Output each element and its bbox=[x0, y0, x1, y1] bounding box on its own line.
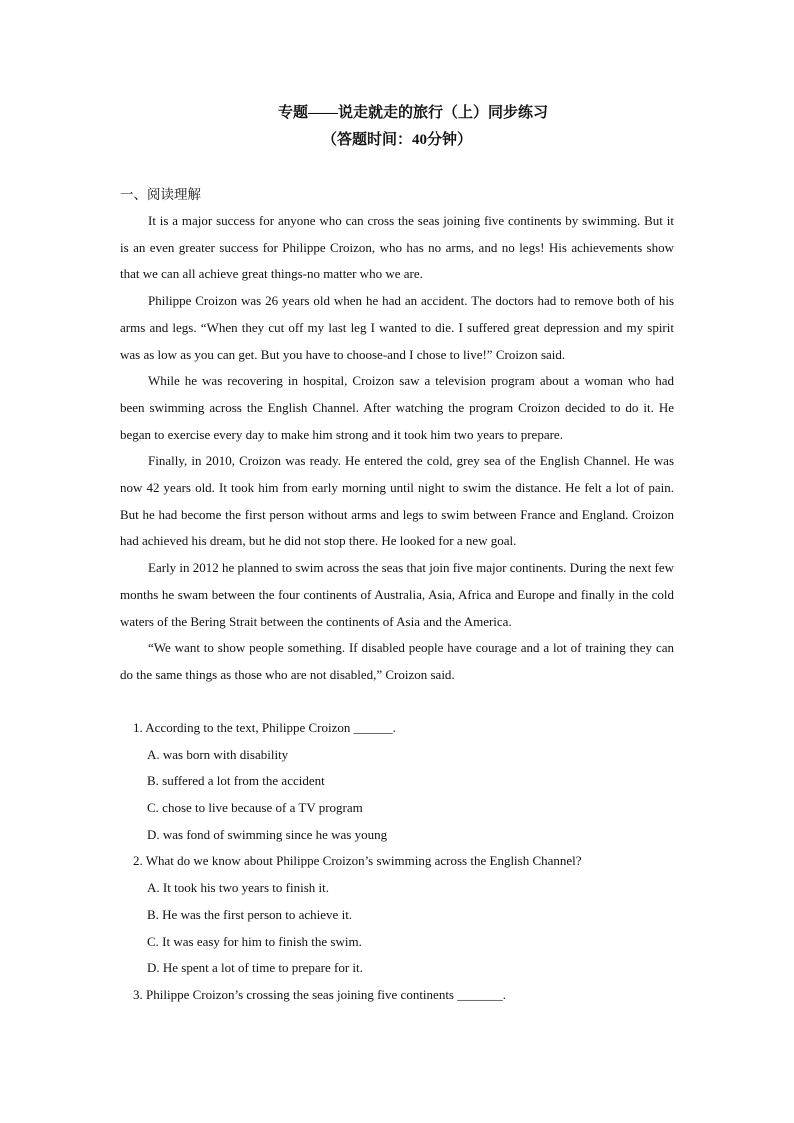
page-title: 专题——说走就走的旅行（上）同步练习 bbox=[277, 105, 548, 121]
section-heading: 一、阅读理解 bbox=[120, 187, 201, 202]
page-subtitle: （答题时间：40分钟） bbox=[321, 132, 472, 148]
answer-option: B. suffered a lot from the accident bbox=[147, 773, 325, 789]
question-stem: 2. What do we know about Philippe Croizon’s swimming across the English Channel? bbox=[133, 853, 582, 869]
answer-option: A. It took his two years to finish it. bbox=[147, 880, 329, 896]
question-stem: 3. Philippe Croizon’s crossing the seas joining five continents _______. bbox=[133, 986, 506, 1002]
passage-paragraph: While he was recovering in hospital, Croizon saw a television program about a woman who had been swimming across the English Channel. After watching the program Croizon decided to do it. He began to exercise every day to make him strong and it took him two years to prepare. bbox=[120, 373, 674, 442]
passage-paragraph: Finally, in 2010, Croizon was ready. He entered the cold, grey sea of the English Channel. He was now 42 years old. It took him from early morning until night to swim the distance. He felt a lot of pain. But he had become the first person without arms and legs to swim between France and England. Croizon had achieved his dream, but he did not stop there. He looked for a new goal. bbox=[120, 453, 674, 549]
question-list bbox=[133, 715, 693, 1009]
answer-option: C. It was easy for him to finish the swim. bbox=[147, 933, 362, 949]
answer-option: C. chose to live because of a TV program bbox=[147, 800, 363, 816]
question-stem: 1. According to the text, Philippe Croizon ______. bbox=[133, 720, 396, 735]
answer-option: D. He spent a lot of time to prepare for it. bbox=[147, 960, 363, 976]
reading-passage bbox=[120, 208, 674, 689]
passage-paragraph: Philippe Croizon was 26 years old when he had an accident. The doctors had to remove both of his arms and legs. “When they cut off my last leg I wanted to die. I suffered great depression and my spirit was as low as you can get. But you have to choose-and I chose to live!” Croizon said. bbox=[120, 293, 674, 362]
passage-paragraph: Early in 2012 he planned to swim across the seas that join five major continents. During the next few months he swam between the four continents of Australia, Asia, Africa and Europe and finally in the cold waters of the Bering Strait between the continents of Asia and the America. bbox=[120, 560, 675, 629]
answer-option: D. was fond of swimming since he was young bbox=[147, 826, 388, 842]
answer-option: A. was born with disability bbox=[147, 746, 289, 762]
passage-paragraph: “We want to show people something. If disabled people have courage and a lot of training they can do the same things as those who are not disabled,” Croizon said. bbox=[120, 640, 674, 682]
passage-paragraph: It is a major success for anyone who can cross the seas joining five continents by swimming. But it is an even greater success for Philippe Croizon, who has no arms, and no legs! His achievements show that we can all achieve great things-no matter who we are. bbox=[120, 213, 674, 282]
answer-option: B. He was the first person to achieve it. bbox=[147, 906, 353, 922]
